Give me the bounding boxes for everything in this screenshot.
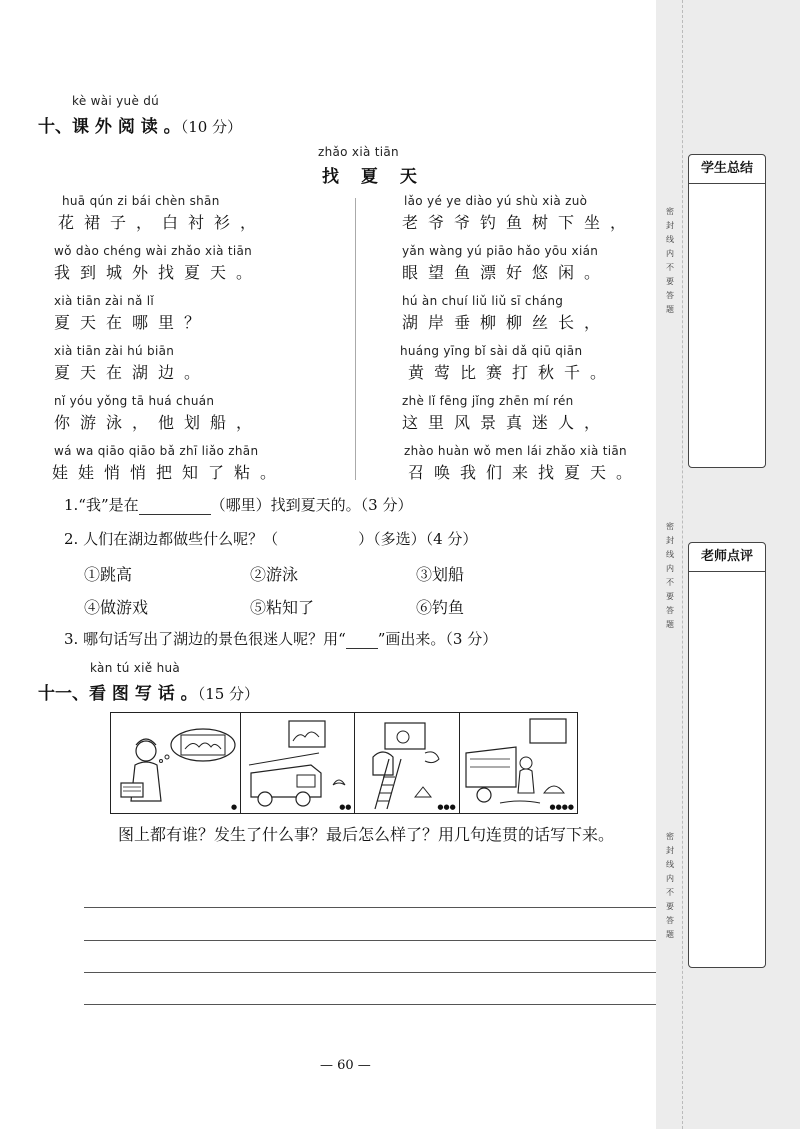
rescue-complete-illustration	[460, 713, 578, 813]
writing-prompt: 图上都有谁？发生了什么事？最后怎么样了？用几句连贯的话写下来。	[118, 825, 615, 844]
teacher-comment-title: 老师点评	[689, 543, 765, 572]
answer-blank-2[interactable]	[278, 530, 358, 548]
seal-line-notice: 密 封 线 内 不 要 答 题	[666, 832, 674, 939]
option-2[interactable]: ②游泳	[250, 565, 299, 584]
poem-title-pinyin: zhǎo xià tiān	[318, 145, 399, 159]
question-2: 2. 人们在湖边都做些什么呢？（ ）（多选）（4 分）	[64, 530, 478, 548]
poem-line: 夏天在湖边。	[54, 363, 211, 382]
section11-score: （15 分）	[197, 685, 260, 703]
picture-frame-3	[355, 713, 459, 813]
poem-line: 老爷爷钓鱼树下坐，	[402, 213, 637, 232]
picture-frame-2	[241, 713, 355, 813]
poem-line: 夏天在哪里？	[54, 313, 211, 332]
page-number: — 60 —	[320, 1058, 371, 1073]
student-summary-title: 学生总结	[689, 155, 765, 184]
answer-blank-1[interactable]	[139, 496, 211, 515]
teacher-comment-panel	[688, 542, 766, 968]
frame-number-mark: ●●	[339, 803, 352, 811]
option-1[interactable]: ①跳高	[84, 565, 133, 584]
poem-title: 找 夏 天	[322, 167, 425, 187]
frame-number-mark: ●●●●	[549, 803, 574, 811]
writing-line[interactable]	[84, 907, 656, 908]
seal-line-notice: 密 封 线 内 不 要 答 题	[666, 522, 674, 629]
poem-line: 这里风景真迷人，	[402, 413, 611, 432]
option-6[interactable]: ⑥钓鱼	[416, 598, 465, 617]
poem-line: 湖岸垂柳柳丝长，	[402, 313, 611, 332]
picture-frame-4	[460, 713, 577, 813]
frame-number-mark: ●●●	[437, 803, 456, 811]
option-3[interactable]: ③划船	[416, 565, 465, 584]
section10-heading	[38, 112, 242, 137]
seal-line-notice: 密 封 线 内 不 要 答 题	[666, 207, 674, 314]
underline-mark-sample	[346, 630, 378, 649]
poem-line-pinyin: lǎo yé ye diào yú shù xià zuò	[404, 194, 588, 208]
poem-line: 你游泳，他划船，	[54, 413, 263, 432]
fire-truck-illustration	[241, 713, 355, 813]
sidebar-fold-line	[682, 0, 683, 1129]
poem-line-pinyin: huáng yīng bǐ sài dǎ qiū qiān	[400, 344, 583, 358]
option-4[interactable]: ④做游戏	[84, 598, 149, 617]
student-summary-panel	[688, 154, 766, 468]
question-3: 3. 哪句话写出了湖边的景色很迷人呢？用“ ”画出来。（3 分）	[64, 630, 498, 648]
section11-pinyin: kàn tú xiě huà	[90, 661, 181, 675]
section10-pinyin: kè wài yuè dú	[72, 94, 160, 108]
poem-line-pinyin: huā qún zi bái chèn shān	[62, 194, 220, 208]
poem-line-pinyin: hú àn chuí liǔ liǔ sī cháng	[402, 294, 564, 308]
poem-line: 召唤我们来找夏天。	[408, 463, 643, 482]
poem-line: 眼望鱼漂好悠闲。	[402, 263, 611, 282]
poem-line-pinyin: wǒ dào chéng wài zhǎo xià tiān	[54, 244, 253, 258]
option-5[interactable]: ⑤粘知了	[250, 598, 315, 617]
writing-line[interactable]	[84, 1004, 656, 1005]
poem-line: 黄莺比赛打秋千。	[408, 363, 617, 382]
frame-number-mark: ●	[231, 803, 238, 811]
section10-score: （10 分）	[180, 118, 243, 136]
poem-line: 花裙子，白衬衫，	[58, 213, 267, 232]
picture-strip	[110, 712, 578, 814]
poem-line-pinyin: xià tiān zài nǎ lǐ	[54, 294, 155, 308]
section11-heading	[38, 679, 259, 704]
poem-line-pinyin: xià tiān zài hú biān	[54, 344, 175, 358]
picture-frame-1	[111, 713, 241, 813]
poem-line-pinyin: zhè lǐ fēng jǐng zhēn mí rén	[402, 394, 574, 408]
poem-line-pinyin: yǎn wàng yú piāo hǎo yōu xián	[402, 244, 599, 258]
writing-line[interactable]	[84, 972, 656, 973]
section11-label: 十一、看 图 写 话 。	[38, 684, 198, 704]
phone-call-illustration	[111, 713, 241, 813]
section10-label: 十、课 外 阅 读 。	[38, 117, 181, 137]
question-1: 1.“我”是在 （哪里）找到夏天的。（3 分）	[64, 496, 413, 514]
poem-line-pinyin: nǐ yóu yǒng tā huá chuán	[54, 394, 215, 408]
poem-column-divider	[355, 198, 356, 480]
poem-line: 我到城外找夏天。	[54, 263, 263, 282]
poem-line-pinyin: zhào huàn wǒ men lái zhǎo xià tiān	[404, 444, 627, 458]
poem-line-pinyin: wá wa qiāo qiāo bǎ zhī liǎo zhān	[54, 444, 259, 458]
writing-line[interactable]	[84, 940, 656, 941]
poem-line: 娃娃悄悄把知了粘。	[52, 463, 287, 482]
firefighter-ladder-illustration	[355, 713, 459, 813]
